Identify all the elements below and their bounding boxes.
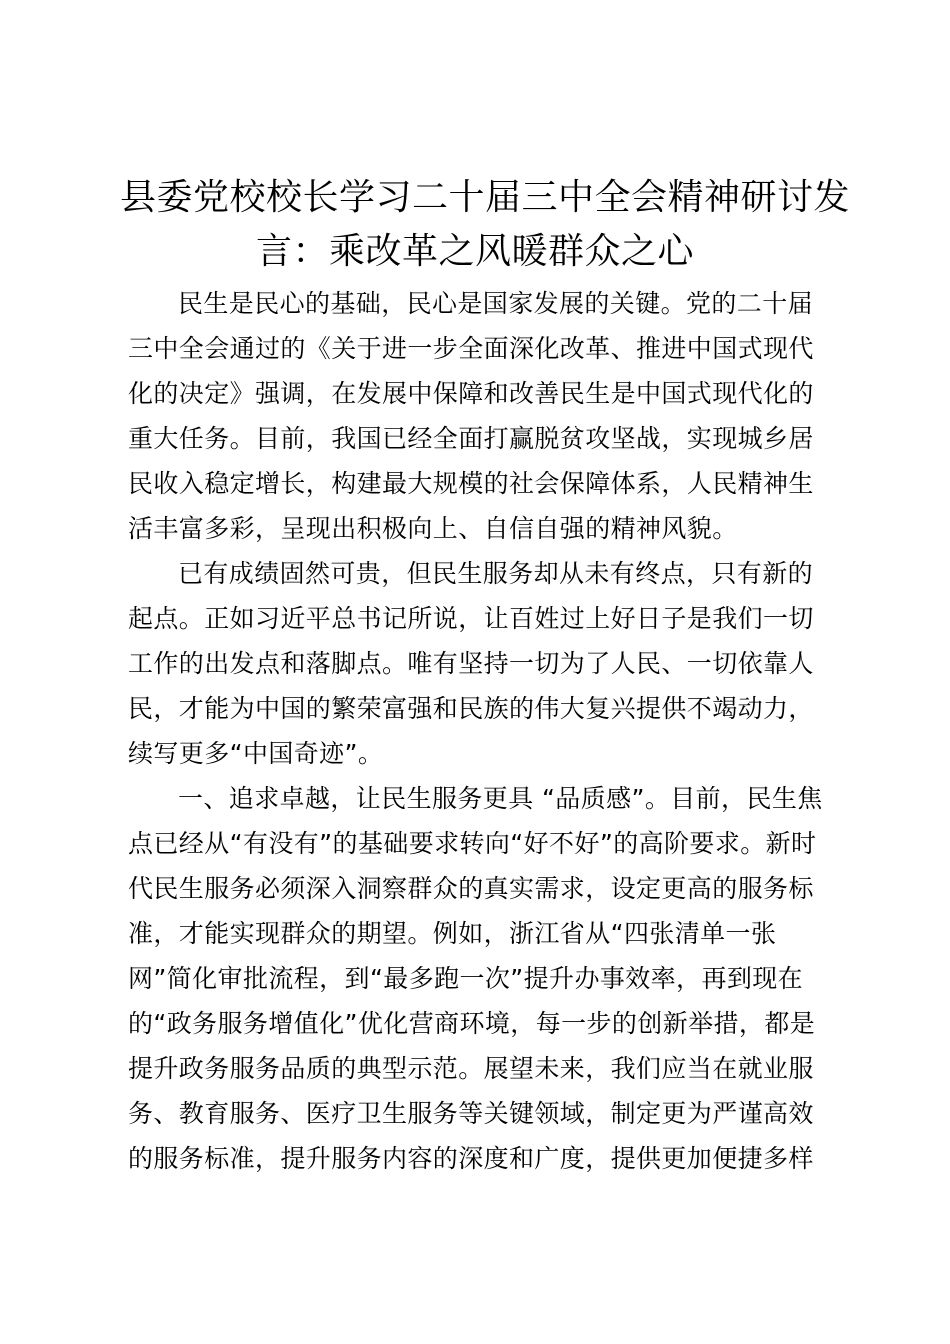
text-line: 的“政务服务增值化”优化营商环境，每一步的创新举措，都是 (128, 1009, 816, 1038)
paragraph-3 (128, 776, 838, 1181)
text-line: 活丰富多彩，呈现出积极向上、自信自强的精神风貌。 (128, 514, 738, 543)
text-line: 民收入稳定增长，构建最大规模的社会保障体系，人民精神生 (128, 469, 814, 498)
text-line: 民生是民心的基础，民心是国家发展的关键。党的二十届 (178, 289, 814, 318)
text-line: 已有成绩固然可贵，但民生服务却从未有终点，只有新的 (178, 559, 814, 588)
text-line: 网”简化审批流程，到“最多跑一次”提升办事效率，再到现在 (128, 964, 804, 993)
text-line: 三中全会通过的《关于进一步全面深化改革、推进中国式现代 (128, 334, 814, 363)
text-line: 点已经从“有没有”的基础要求转向“好不好”的高阶要求。新时 (128, 829, 817, 858)
paragraph-1 (128, 281, 838, 551)
text-line: 续写更多“中国奇迹”。 (128, 739, 384, 768)
text-line: 民，才能为中国的繁荣富强和民族的伟大复兴提供不竭动力， (128, 694, 814, 723)
document-title (120, 171, 851, 279)
document-body (128, 281, 838, 1181)
text-line: 重大任务。目前，我国已经全面打赢脱贫攻坚战，实现城乡居 (128, 424, 814, 453)
paragraph-2 (128, 551, 838, 776)
text-line: 务、教育服务、医疗卫生服务等关键领域，制定更为严谨高效 (128, 1099, 814, 1128)
title-line: 言：乘改革之风暖群众之心 (255, 231, 694, 272)
title-line: 县委党校校长学习二十届三中全会精神研讨发 (120, 177, 851, 218)
text-line: 起点。正如习近平总书记所说，让百姓过上好日子是我们一切 (128, 604, 814, 633)
text-line: 代民生服务必须深入洞察群众的真实需求，设定更高的服务标 (128, 874, 814, 903)
text-line: 的服务标准，提升服务内容的深度和广度，提供更加便捷多样 (128, 1144, 814, 1173)
text-line: 一、追求卓越，让民生服务更具 “品质感”。目前，民生焦 (178, 784, 823, 813)
text-line: 准，才能实现群众的期望。例如，浙江省从“四张清单一张 (128, 919, 777, 948)
text-line: 提升政务服务品质的典型示范。展望未来，我们应当在就业服 (128, 1054, 814, 1083)
text-line: 化的决定》强调，在发展中保障和改善民生是中国式现代化的 (128, 379, 814, 408)
text-line: 工作的出发点和落脚点。唯有坚持一切为了人民、一切依靠人 (128, 649, 814, 678)
